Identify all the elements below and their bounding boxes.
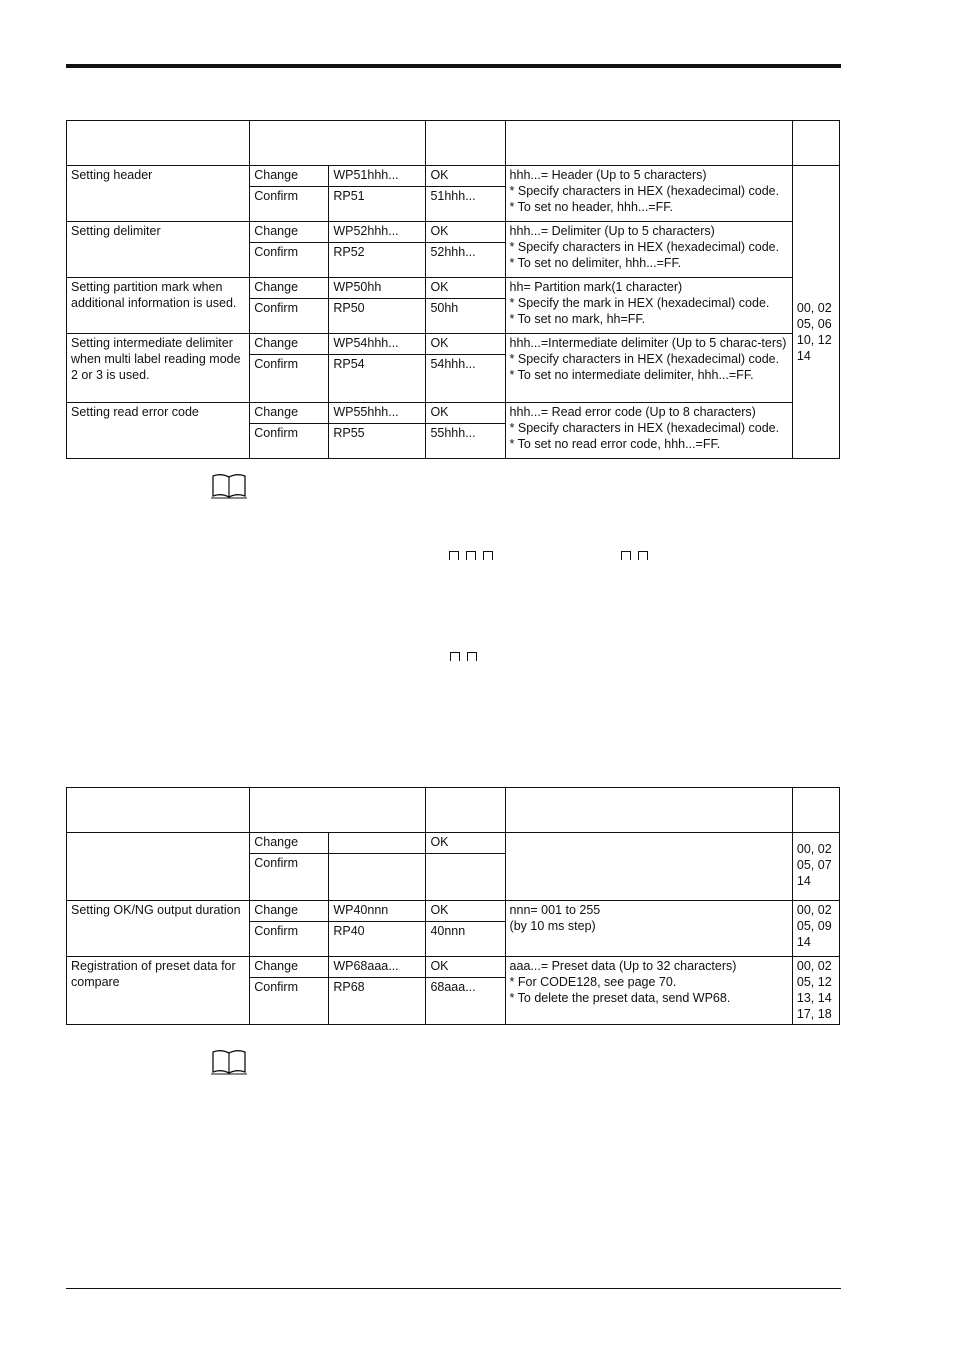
header-cell	[250, 788, 426, 833]
command-cell: RP40	[329, 922, 426, 957]
mode-label: Change	[250, 403, 329, 424]
mode-label: Confirm	[250, 922, 329, 957]
item-cell: Registration of preset data for compare	[67, 957, 250, 1025]
remark-line: (by 10 ms step)	[509, 919, 596, 933]
book-icon	[210, 471, 248, 501]
mode-label: Confirm	[250, 243, 329, 278]
table-row	[67, 222, 840, 243]
remark-line: * To set no delimiter, hhh...=FF.	[509, 256, 682, 270]
remark-line: * To set no mark, hh=FF.	[509, 312, 646, 326]
command-table-2	[66, 787, 840, 1025]
response-cell: OK	[426, 334, 505, 355]
table-row	[67, 833, 840, 854]
command-cell: RP54	[329, 355, 426, 403]
header-cell	[250, 121, 426, 166]
mode-label: Confirm	[250, 299, 329, 334]
command-cell: WP55hhh...	[329, 403, 426, 424]
mode-label: Change	[250, 278, 329, 299]
item-cell: Setting delimiter	[67, 222, 250, 278]
mode-label: Confirm	[250, 187, 329, 222]
response-cell: OK	[426, 901, 505, 922]
remark-line: aaa...= Preset data (Up to 32 characters)	[509, 959, 737, 973]
item-cell: Setting header	[67, 166, 250, 222]
remark-line: hh= Partition mark(1 character)	[509, 280, 683, 294]
box-glyph-group	[449, 551, 493, 560]
remarks-cell	[505, 833, 792, 901]
remark-line: * To set no header, hhh...=FF.	[509, 200, 673, 214]
header-cell	[426, 788, 505, 833]
remark-line: * Specify the mark in HEX (hexadecimal) code.	[509, 296, 770, 310]
box-glyph-group	[621, 551, 648, 560]
command-cell: RP68	[329, 978, 426, 1025]
mode-label: Change	[250, 334, 329, 355]
remarks-cell	[505, 166, 792, 222]
response-cell: 50hh	[426, 299, 505, 334]
mode-label: Change	[250, 166, 329, 187]
header-cell	[67, 788, 250, 833]
response-cell: OK	[426, 957, 505, 978]
error-codes-cell: 00, 02 05, 06 10, 12 14	[792, 166, 839, 459]
header-cell	[792, 788, 839, 833]
command-cell: WP50hh	[329, 278, 426, 299]
mode-label: Confirm	[250, 978, 329, 1025]
remark-line: * Specify characters in HEX (hexadecimal) code.	[509, 184, 780, 198]
item-cell: Setting OK/NG output duration	[67, 901, 250, 957]
top-rule	[66, 64, 841, 68]
command-cell: WP54hhh...	[329, 334, 426, 355]
mode-label: Confirm	[250, 355, 329, 403]
table-row	[67, 334, 840, 355]
response-cell: OK	[426, 833, 505, 854]
mode-label: Change	[250, 222, 329, 243]
remark-line: * Specify characters in HEX (hexadecimal) code.	[509, 352, 780, 366]
command-cell: WP52hhh...	[329, 222, 426, 243]
remark-line: hhh...= Header (Up to 5 characters)	[509, 168, 707, 182]
item-cell	[67, 833, 250, 901]
table-row	[67, 403, 840, 424]
bottom-rule	[66, 1288, 841, 1289]
response-cell: 40nnn	[426, 922, 505, 957]
box-glyph	[467, 652, 477, 661]
error-codes-cell: 00, 02 05, 09 14	[792, 901, 839, 957]
remarks-cell	[505, 222, 792, 278]
table-header-row	[67, 121, 840, 166]
remarks-cell	[505, 957, 792, 1025]
mode-label: Change	[250, 833, 329, 854]
response-cell: 51hhh...	[426, 187, 505, 222]
header-cell	[505, 788, 792, 833]
remark-line: hhh...= Delimiter (Up to 5 characters)	[509, 224, 715, 238]
remark-line: hhh...=Intermediate delimiter (Up to 5 charac-ters)	[509, 336, 787, 350]
command-cell: RP52	[329, 243, 426, 278]
mode-label: Confirm	[250, 424, 329, 459]
header-cell	[67, 121, 250, 166]
item-cell: Setting read error code	[67, 403, 250, 459]
remarks-cell	[505, 278, 792, 334]
response-cell: 52hhh...	[426, 243, 505, 278]
mode-label: Confirm	[250, 854, 329, 901]
remark-line: * Specify characters in HEX (hexadecimal) code.	[509, 240, 780, 254]
remarks-cell	[505, 403, 792, 459]
header-cell	[426, 121, 505, 166]
mode-label: Change	[250, 957, 329, 978]
response-cell: OK	[426, 403, 505, 424]
table-row	[67, 901, 840, 922]
box-glyph	[450, 652, 460, 661]
header-cell	[792, 121, 839, 166]
response-cell	[426, 854, 505, 901]
remark-line: nnn= 001 to 255	[509, 903, 601, 917]
response-cell: 55hhh...	[426, 424, 505, 459]
command-cell: RP50	[329, 299, 426, 334]
command-cell: WP51hhh...	[329, 166, 426, 187]
command-table-1	[66, 120, 840, 459]
command-cell: RP55	[329, 424, 426, 459]
error-codes-cell: 00, 02 05, 12 13, 14 17, 18	[792, 957, 839, 1025]
response-cell: 54hhh...	[426, 355, 505, 403]
error-codes-cell: 00, 02 05, 07 14	[792, 833, 839, 901]
box-glyph	[483, 551, 493, 560]
remark-line: * For CODE128, see page 70.	[509, 975, 677, 989]
remark-line: * To delete the preset data, send WP68.	[509, 991, 731, 1005]
box-glyph	[621, 551, 631, 560]
table-row	[67, 957, 840, 978]
table-header-row	[67, 788, 840, 833]
remarks-cell	[505, 901, 792, 957]
command-cell: RP51	[329, 187, 426, 222]
item-cell: Setting intermediate delimiter when multi label reading mode 2 or 3 is used.	[67, 334, 250, 403]
response-cell: OK	[426, 166, 505, 187]
table-row	[67, 278, 840, 299]
command-cell: WP40nnn	[329, 901, 426, 922]
remark-line: hhh...= Read error code (Up to 8 characters)	[509, 405, 756, 419]
box-glyph	[449, 551, 459, 560]
response-cell: OK	[426, 222, 505, 243]
response-cell: 68aaa...	[426, 978, 505, 1025]
box-glyph	[638, 551, 648, 560]
command-cell: WP68aaa...	[329, 957, 426, 978]
box-glyph	[466, 551, 476, 560]
remark-line: * To set no intermediate delimiter, hhh...=FF.	[509, 368, 754, 382]
command-cell	[329, 854, 426, 901]
mode-label: Change	[250, 901, 329, 922]
item-cell: Setting partition mark when additional information is used.	[67, 278, 250, 334]
table-row	[67, 166, 840, 187]
remark-line: * To set no read error code, hhh...=FF.	[509, 437, 721, 451]
response-cell: OK	[426, 278, 505, 299]
box-glyph-group	[450, 652, 477, 661]
command-cell	[329, 833, 426, 854]
header-cell	[505, 121, 792, 166]
book-icon	[210, 1047, 248, 1077]
remarks-cell	[505, 334, 792, 403]
remark-line: * Specify characters in HEX (hexadecimal) code.	[509, 421, 780, 435]
